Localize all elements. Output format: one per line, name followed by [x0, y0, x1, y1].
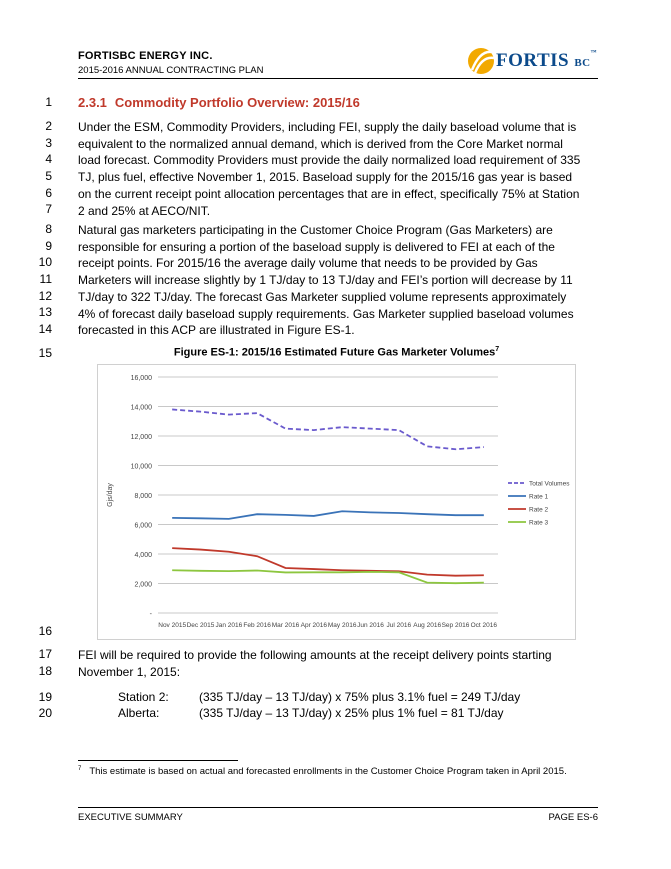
line-number: 3	[45, 136, 52, 150]
line-number: 7	[45, 202, 52, 216]
line-number: 15	[38, 346, 52, 360]
x-tick-label: Apr 2016	[300, 622, 328, 629]
text-line: responsible for ensuring a portion of the baseload supply is delivered to FEI at each of the	[78, 239, 555, 254]
text-line: TJ/day to 322 TJ/day. The forecast Gas Marketer supplied volume represents approximately	[78, 289, 567, 304]
y-tick-label: 12,000	[130, 434, 152, 441]
logo-wordmark: FORTIS BC™	[496, 50, 598, 71]
station-2-label: Station 2:	[118, 690, 169, 704]
line-number: 20	[38, 706, 52, 720]
text-line: 4% of forecast daily baseload supply requirements. Gas Marketer supplied baseload volumes	[78, 306, 574, 321]
line-number: 13	[38, 305, 52, 319]
header-rule	[78, 78, 598, 79]
line-chart	[98, 365, 575, 639]
line-number: 5	[45, 169, 52, 183]
fortisbc-logo	[466, 44, 606, 78]
text-line: Under the ESM, Commodity Providers, including FEI, supply the daily baseload volume that is	[78, 120, 577, 134]
x-tick-label: Aug 2016	[413, 622, 442, 629]
footnote-number: 7	[78, 766, 82, 772]
text-line: TJ, plus fuel, effective November 1, 2015. Baseload supply for the 2015/16 gas year is based	[78, 170, 573, 185]
figure-caption: Figure ES-1: 2015/16 Estimated Future Gas Marketer Volumes$^7$	[173, 346, 500, 359]
x-tick-label: Jul 2016	[386, 622, 412, 629]
legend-label: Rate 1	[529, 493, 549, 501]
x-tick-label: Jun 2016	[357, 622, 384, 629]
text-line: forecasted in this ACP are illustrated in Figure ES-1.	[78, 323, 355, 338]
paragraph-3	[78, 647, 595, 680]
line-number: 8	[45, 222, 52, 236]
series-line-rate-3	[172, 570, 484, 583]
text-line: November 1, 2015:	[78, 664, 181, 679]
company-name: FORTISBC ENERGY INC.	[78, 50, 213, 62]
flame-icon	[466, 44, 496, 78]
line-number: 19	[38, 690, 52, 704]
line-number: 16	[38, 624, 52, 638]
text-line: 2 and 25% at AECO/NIT.	[78, 203, 211, 218]
footer-section: EXECUTIVE SUMMARY	[78, 812, 183, 823]
series-line-total-volumes	[172, 409, 484, 449]
text-line: equivalent to the normalized annual demand, which is derived from the Core Market normal	[78, 136, 563, 151]
y-tick-label: 16,000	[130, 375, 152, 382]
footer-page: PAGE ES-6	[548, 812, 598, 823]
line-number: 9	[45, 239, 52, 253]
legend-label: Total Volumes	[529, 480, 570, 488]
y-tick-label: 4,000	[134, 552, 152, 559]
line-number: 11	[39, 272, 52, 286]
y-tick-label: 14,000	[130, 404, 152, 412]
x-tick-label: Mar 2016	[271, 622, 300, 629]
footnote-rule	[78, 760, 238, 761]
y-tick-label: 8,000	[134, 493, 152, 500]
plan-title: 2015-2016 ANNUAL CONTRACTING PLAN	[78, 65, 264, 76]
line-number: 10	[38, 255, 52, 269]
chart-container	[97, 364, 576, 640]
text-line: Marketers will increase slightly by 1 TJ/day to 13 TJ/day and FEI’s portion will decrease by 11	[78, 273, 573, 288]
series-line-rate-1	[172, 511, 484, 519]
footnote-ref: 7	[495, 346, 500, 353]
paragraph-2	[78, 222, 595, 339]
y-tick-label: 10,000	[130, 463, 152, 471]
footnote	[78, 766, 567, 777]
x-tick-label: Jan 2016	[215, 622, 243, 629]
x-tick-label: Oct 2016	[470, 622, 498, 629]
legend-label: Rate 3	[529, 519, 549, 527]
line-number: 12	[38, 289, 52, 303]
station-2-formula: (335 TJ/day – 13 TJ/day) x 75% plus 3.1% fuel = 249 TJ/day	[199, 690, 521, 704]
paragraph-1	[78, 119, 595, 219]
x-tick-label: Feb 2016	[243, 622, 271, 629]
y-tick-label: -	[149, 611, 152, 618]
x-tick-label: Sep 2016	[441, 622, 470, 629]
line-number: 1	[45, 95, 52, 109]
section-heading	[78, 95, 360, 110]
line-number: 14	[38, 322, 52, 336]
y-axis-label: Gjs/day	[107, 483, 114, 507]
x-tick-label: Nov 2015	[158, 622, 187, 629]
x-tick-label: May 2016	[327, 622, 357, 629]
line-number: 18	[38, 664, 52, 678]
line-number: 2	[45, 119, 52, 133]
legend-label: Rate 2	[529, 506, 549, 514]
footnote-text: This estimate is based on actual and forecasted enrollments in the Customer Choice Program taken in April 2015.	[89, 766, 567, 778]
text-line: Natural gas marketers participating in the Customer Choice Program (Gas Marketers) are	[78, 223, 553, 237]
text-line: load forecast. Commodity Providers must provide the daily normalized load requirement of 335	[78, 153, 581, 168]
line-number: 6	[45, 186, 52, 200]
alberta-label: Alberta:	[118, 706, 160, 720]
y-tick-label: 2,000	[134, 581, 152, 589]
x-tick-label: Dec 2015	[186, 622, 215, 629]
alberta-formula: (335 TJ/day – 13 TJ/day) x 25% plus 1% fuel = 81 TJ/day	[199, 706, 504, 720]
text-line: receipt points. For 2015/16 the average daily volume that needs to be provided by Gas	[78, 256, 538, 271]
line-number: 4	[45, 152, 52, 166]
footer-rule	[78, 807, 598, 808]
section-title: Commodity Portfolio Overview: 2015/16	[114, 95, 360, 110]
y-tick-label: 6,000	[134, 522, 152, 530]
line-number: 17	[38, 647, 52, 661]
text-line: on the current receipt point allocation percentages that are in effect, specifically 75% at Station	[78, 186, 580, 201]
text-line: FEI will be required to provide the following amounts at the receipt delivery points starting	[78, 648, 552, 662]
section-number: 2.3.1	[78, 95, 107, 110]
